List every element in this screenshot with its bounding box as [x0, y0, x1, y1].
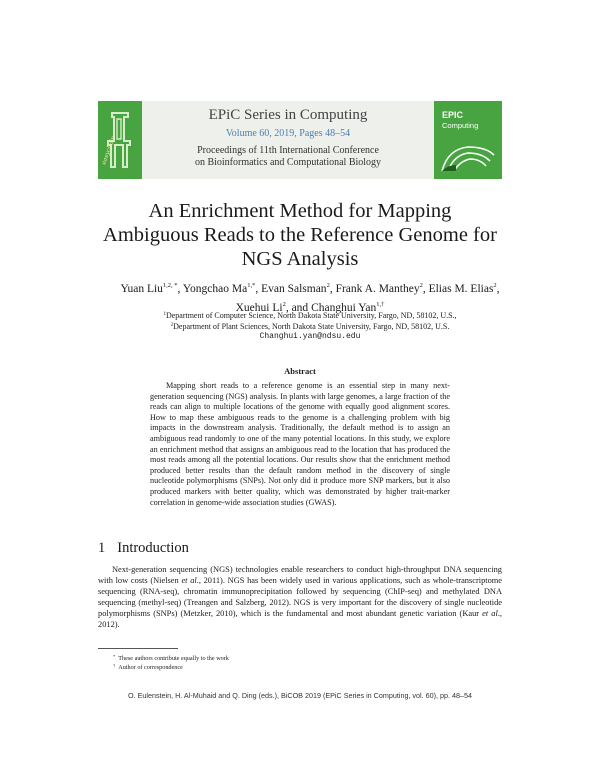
author-name: Evan Salsman — [261, 283, 327, 295]
author-sup: 2 — [282, 301, 286, 308]
title-line-3: NGS Analysis — [241, 248, 359, 270]
volume-link[interactable]: Volume 60, 2019, Pages 48–54 — [225, 128, 351, 139]
logo-left-text: easychair — [100, 135, 117, 166]
page-footer: O. Eulenstein, H. Al-Muhaid and Q. Ding (eds.), BiCOB 2019 (EPiC Series in Computing, vol. 60), pp. 48–54 — [128, 691, 472, 700]
author-separator: , — [329, 283, 333, 295]
abstract-text: Mapping short reads to a reference genome is an essential step in many next-generation sequencing (NGS) analysis. In plants with large genomes, a large fraction of the reads can align to multiple locations of the genome with equally good alignment scores. How to map these ambiguous reads to the genome is a challenging problem with big impacts in the downstream analysis. Traditionally, the default method is to assign an ambiguous read randomly to one of the many potential locations. In this study, we explore an enrichment method that assigns an ambiguous read to the location that has produced the most reads among all the potential locations. Our results show that the enrichment method produced better results than the default random method in the discovery of single nucleotide polymorphisms (SNPs). Not only did it produce more SNP markers, but it also produced markers with better quality, which was demonstrated by higher trait-marker correlation in genome-wide association studies (GWAS). — [150, 381, 450, 507]
author-name: Elias M. Elias — [428, 283, 494, 295]
paper-title — [80, 199, 520, 271]
footnote-symbol: † — [113, 663, 116, 668]
author-sup: 1,2, * — [162, 282, 178, 289]
footnote-rule — [98, 648, 178, 649]
logo-epic-text: EPIC — [442, 110, 464, 120]
title-line-1: An Enrichment Method for Mapping — [148, 200, 452, 222]
affiliation-text: Department of Computer Science, North Dakota State University, Fargo, ND, 58102, U.S., — [165, 311, 457, 320]
section-heading — [98, 540, 189, 557]
author-sup: 2 — [493, 282, 497, 289]
easychair-logo — [98, 101, 142, 179]
affiliation-sup: 2 — [170, 323, 174, 328]
footnote-2 — [113, 662, 183, 672]
proceedings-info — [142, 145, 434, 169]
footnote-symbol: * — [113, 654, 116, 659]
title-line-2: Ambiguous Reads to the Reference Genome for — [103, 224, 497, 246]
intro-text: ., 2012). — [98, 608, 502, 629]
footnote-text: These authors contribute equally to the work — [118, 655, 229, 662]
author-separator: , and — [285, 302, 309, 314]
author-sup: 2 — [419, 282, 423, 289]
author-separator: , — [177, 283, 181, 295]
author-name: Yongchao Ma — [182, 283, 248, 295]
section-number: 1 — [98, 540, 106, 556]
intro-paragraph — [98, 565, 502, 630]
intro-text: ., 2011). NGS has been widely used in various applications, such as whole-transcriptome sequencing (RNA-seq), chromatin immunoprecipitation followed by sequencing (ChIP-seq) and methylated DNA sequencing (methyl-seq) (Treangen and Salzberg, 2012). NGS is very important for the discovery of single nucleotide polymorphisms (SNPs) (Metzker, 2010), which is the fundamental and most abundant genetic variation (Kaur — [98, 575, 503, 618]
author-sup: 1,† — [376, 301, 385, 308]
author-name: Changhui Yan — [311, 302, 377, 314]
affiliation-text: Department of Plant Sciences, North Dakota State University, Fargo, ND, 58102, U.S. — [173, 322, 450, 331]
proceedings-line-1: Proceedings of 11th International Conference — [197, 145, 379, 156]
logo-computing-text: Computing — [442, 121, 479, 130]
author-name: Frank A. Manthey — [335, 283, 420, 295]
section-title: Introduction — [117, 540, 189, 556]
author-sup: 2 — [326, 282, 330, 289]
author-name: Yuan Liu — [120, 283, 163, 295]
abstract-heading: Abstract — [284, 366, 316, 376]
intro-etal: et al — [181, 575, 197, 585]
author-name: Xuehui Li — [235, 302, 283, 314]
author-separator: , — [422, 283, 426, 295]
wave-icon — [438, 135, 498, 175]
intro-etal: et al — [482, 608, 498, 618]
author-sup: 1,* — [247, 282, 256, 289]
affiliation-1 — [110, 310, 510, 321]
intro-text: Next-generation sequencing (NGS) technologies enable researchers to conduct high-throughput DNA sequencing with low costs (Nielsen — [98, 565, 502, 585]
epic-logo — [434, 101, 502, 179]
chair-icon — [102, 107, 138, 173]
contact-email[interactable]: Changhui.yan@ndsu.edu — [259, 332, 361, 341]
affiliation-sup: 1 — [163, 312, 166, 317]
series-title: EPiC Series in Computing — [208, 107, 368, 123]
proceedings-line-2: on Bioinformatics and Computational Biology — [194, 157, 382, 168]
footnote-text: Author of correspondence — [118, 664, 183, 671]
author-separator: , — [496, 283, 500, 295]
author-separator: , — [255, 283, 259, 295]
affiliation-2 — [110, 321, 510, 332]
